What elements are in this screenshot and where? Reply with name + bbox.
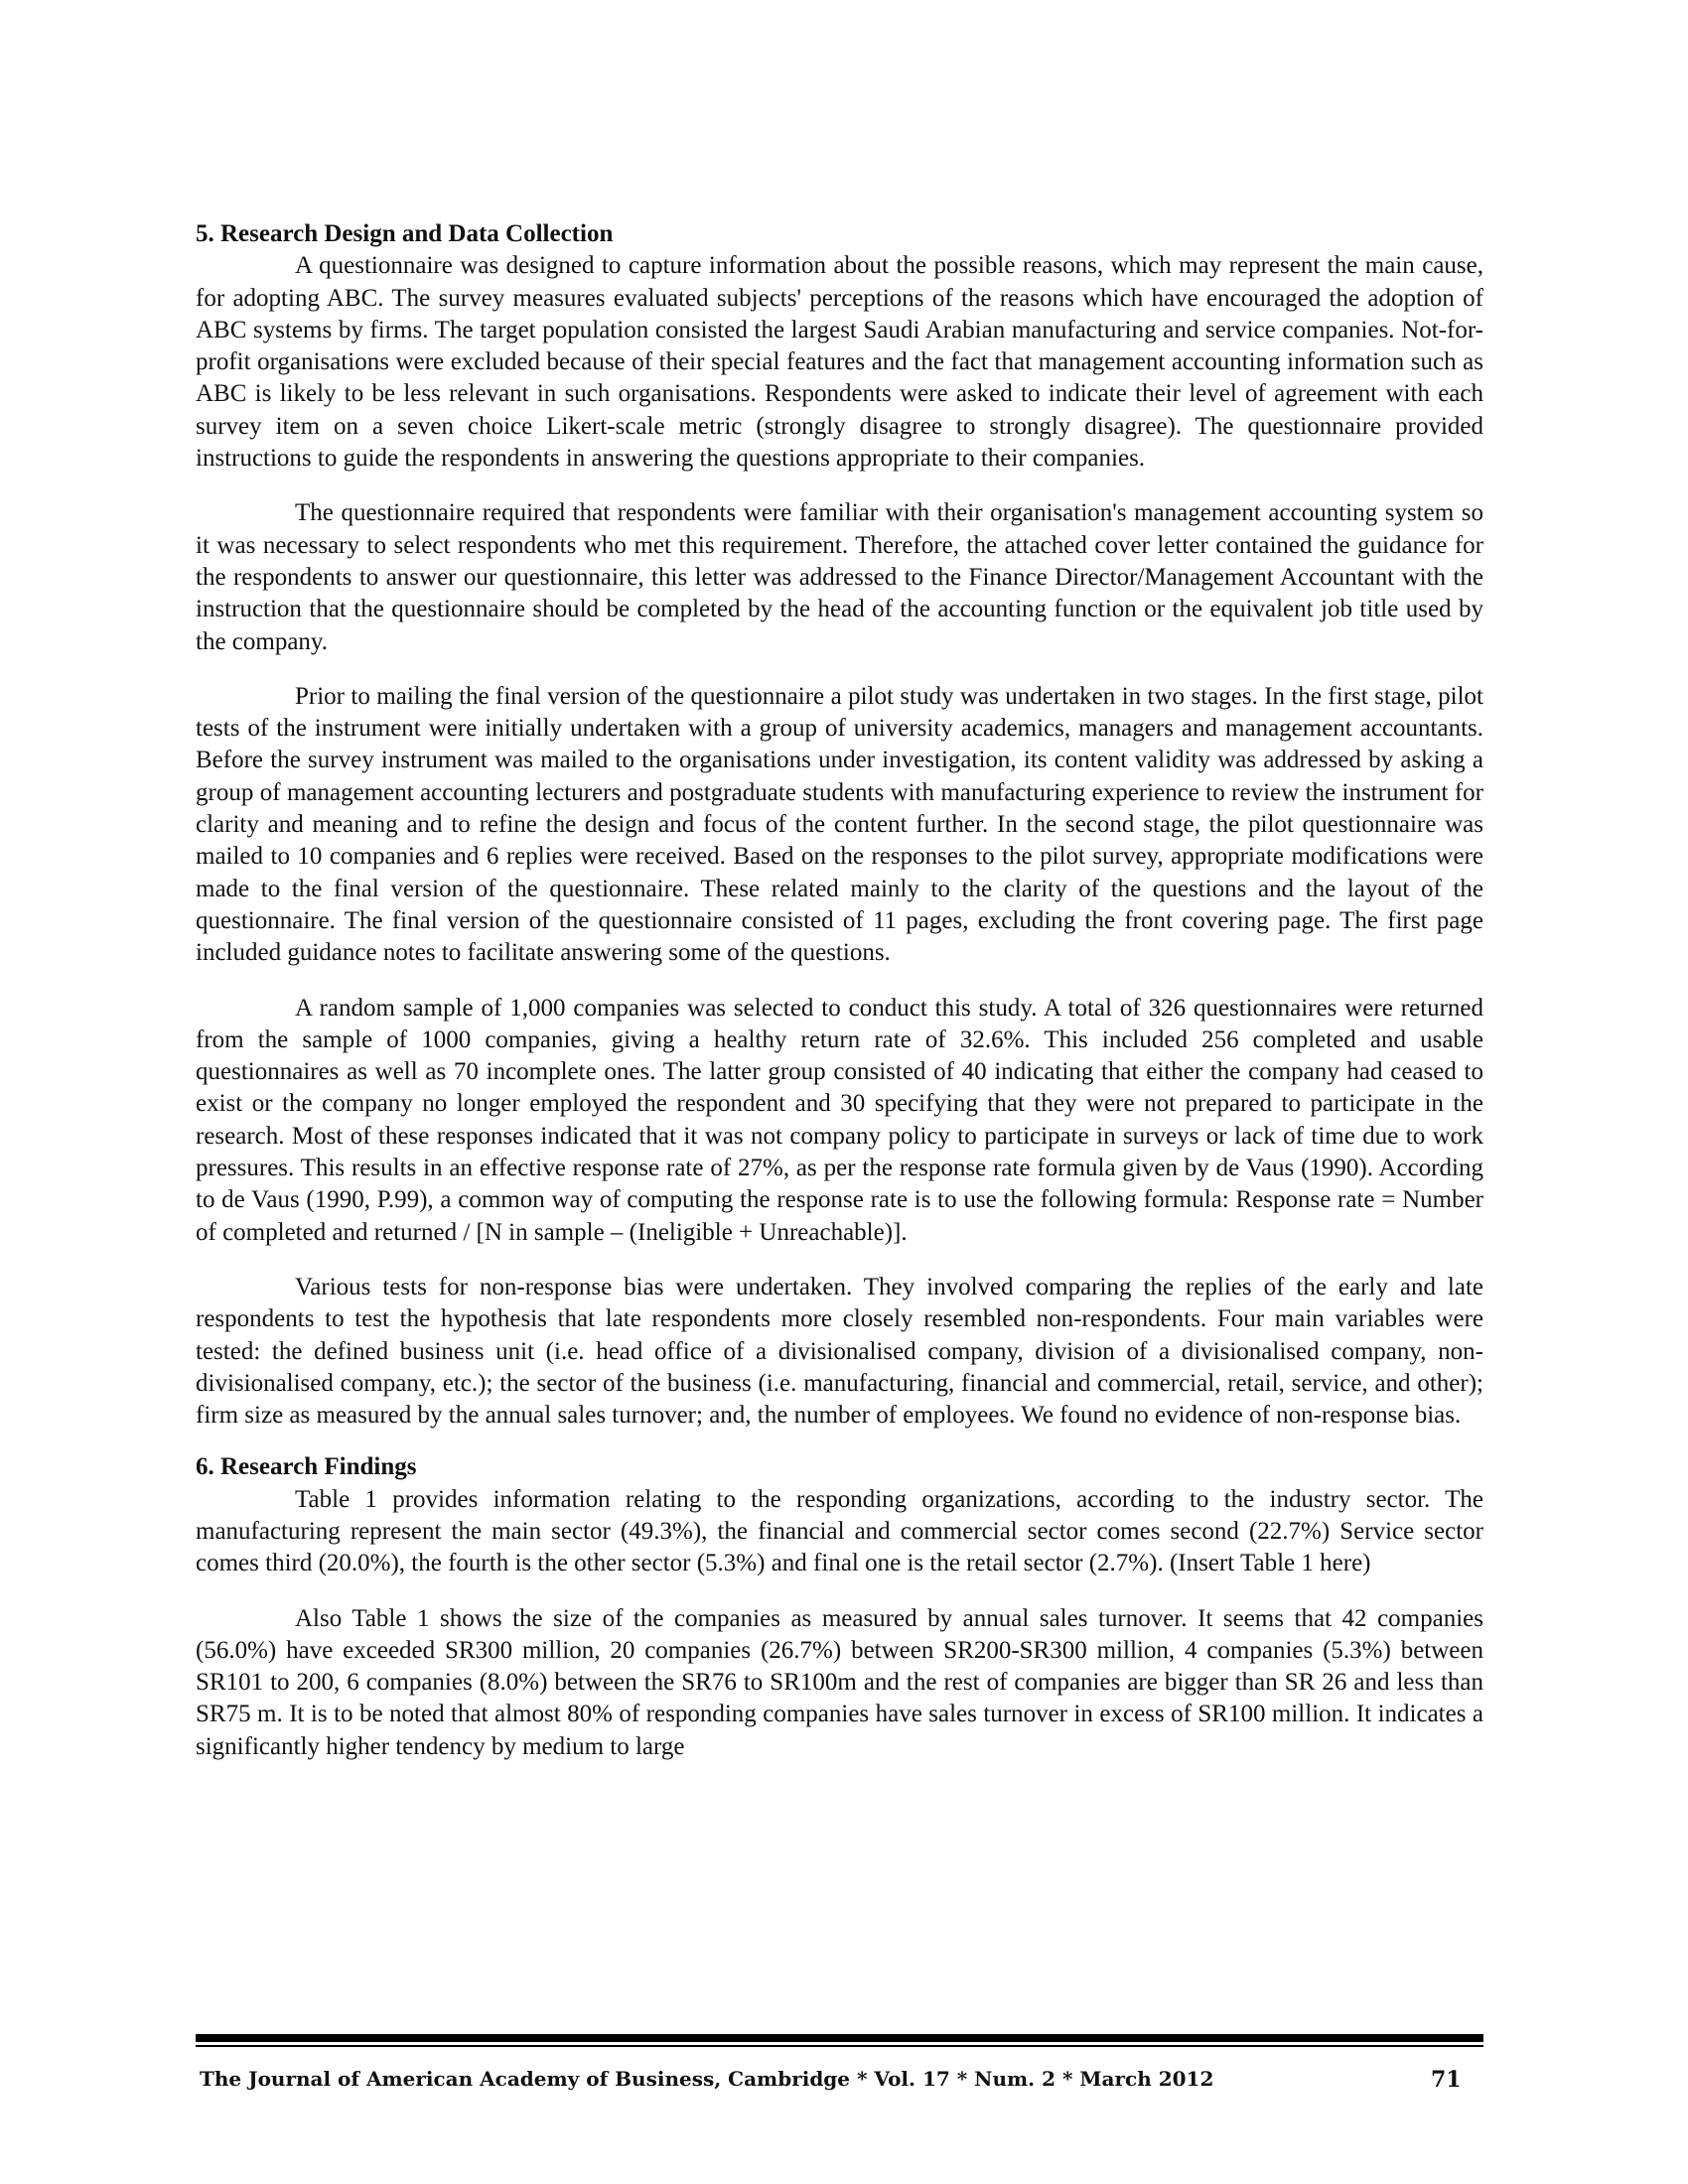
paragraph: Various tests for non-response bias were undertaken. They involved comparing the replies of the early and late respondents to test the hypothesis that late respondents more closely resembled non-respondents. Four main variables were tested: the defined business unit (i.e. head office of a divisionalised company, division of a divisionalised company, non-divisionalised company, etc.); the sector of the business (i.e. manufacturing, financial and commercial, retail, service, and other); firm size as measured by the annual sales turnover; and, the number of employees. We found no evidence of non-response bias. xyxy=(196,1273,1483,1430)
paragraph: Table 1 provides information relating to the responding organizations, according to the industry sector. The manufacturing represent the main sector (49.3%), the financial and commercial sector comes second (22.7%) Service sector comes third (20.0%), the fourth is the other sector (5.3%) and final one is the retail sector (2.7%). (Insert Table 1 here) xyxy=(196,1485,1483,1577)
page-body xyxy=(196,218,1483,1763)
journal-citation: The Journal of American Academy of Business, Cambridge * Vol. 17 * Num. 2 * March 2012 xyxy=(200,2067,1214,2091)
paragraph: The questionnaire required that respondents were familiar with their organisation's management accounting system so it was necessary to select respondents who met this requirement. Therefore, the attached cover letter contained the guidance for the respondents to answer our questionnaire, this letter was addressed to the Finance Director/Management Accountant with the instruction that the questionnaire should be completed by the head of the accounting function or the equivalent job title used by the company. xyxy=(196,499,1483,655)
page-number: 71 xyxy=(1431,2067,1462,2093)
footer-rule-thin xyxy=(196,2045,1483,2047)
paragraph: A questionnaire was designed to capture information about the possible reasons, which may represent the main cause, for adopting ABC. The survey measures evaluated subjects' perceptions of the reasons which have encouraged the adoption of ABC systems by firms. The target population consisted the largest Saudi Arabian manufacturing and service companies. Not-for-profit organisations were excluded because of their special features and the fact that management accounting information such as ABC is likely to be less relevant in such organisations. Respondents were asked to indicate their level of agreement with each survey item on a seven choice Likert-scale metric (strongly disagree to strongly disagree). The questionnaire provided instructions to guide the respondents in answering the questions appropriate to their companies. xyxy=(196,252,1483,473)
paragraph: Prior to mailing the final version of the questionnaire a pilot study was undertaken in two stages. In the first stage, pilot tests of the instrument were initially undertaken with a group of university academics, managers and management accountants. Before the survey instrument was mailed to the organisations under investigation, its content validity was addressed by asking a group of management accounting lecturers and postgraduate students with manufacturing experience to review the instrument for clarity and meaning and to refine the design and focus of the content further. In the second stage, the pilot questionnaire was mailed to 10 companies and 6 replies were received. Based on the responses to the pilot survey, appropriate modifications were made to the final version of the questionnaire. These related mainly to the clarity of the questions and the layout of the questionnaire. The final version of the questionnaire consisted of 11 pages, excluding the front covering page. The first page included guidance notes to facilitate answering some of the questions. xyxy=(196,682,1483,967)
page-footer xyxy=(196,2055,1483,2095)
section-spacer xyxy=(196,1432,1483,1451)
paragraph: Also Table 1 shows the size of the companies as measured by annual sales turnover. It seems that 42 companies (56.0%) have exceeded SR300 million, 20 companies (26.7%) between SR200-SR300 million, 4 companies (5.3%) between SR101 to 200, 6 companies (8.0%) between the SR76 to SR100m and the rest of companies are bigger than SR 26 and less than SR75 m. It is to be noted that almost 80% of responding companies have sales turnover in excess of SR100 million. It indicates a significantly higher tendency by medium to large xyxy=(196,1604,1483,1760)
paragraph: A random sample of 1,000 companies was selected to conduct this study. A total of 326 questionnaires were returned from the sample of 1000 companies, giving a healthy return rate of 32.6%. This included 256 completed and usable questionnaires as well as 70 incomplete ones. The latter group consisted of 40 indicating that either the company had ceased to exist or the company no longer employed the respondent and 30 specifying that they were not prepared to participate in the research. Most of these responses indicated that it was not company policy to participate in surveys or lack of time due to work pressures. This results in an effective response rate of 27%, as per the response rate formula given by de Vaus (1990). According to de Vaus (1990, P.99), a common way of computing the response rate is to use the following formula: Response rate = Number of completed and returned / [N in sample – (Ineligible + Unreachable)]. xyxy=(196,994,1483,1246)
footer-rule xyxy=(196,2034,1483,2042)
section-heading: 5. Research Design and Data Collection xyxy=(196,220,614,247)
section-heading: 6. Research Findings xyxy=(196,1453,417,1481)
